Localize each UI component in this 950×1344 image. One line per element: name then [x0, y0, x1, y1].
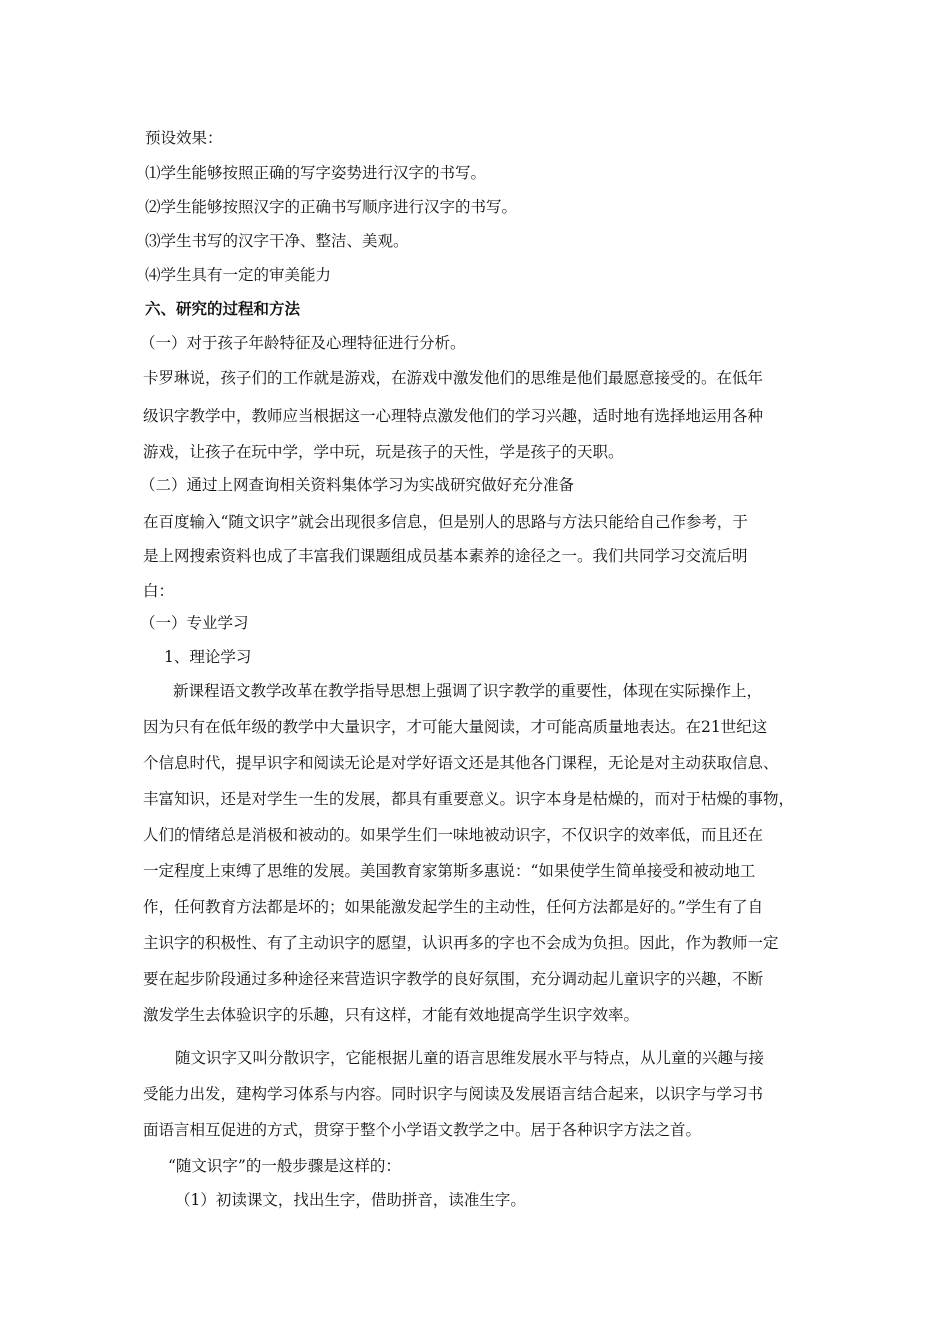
preset-effect-heading: 预设效果：: [145, 129, 223, 147]
step-item-1: （1）初读课文，找出生字，借助拼音，读准生字。: [175, 1191, 526, 1209]
paragraph-line: 卡罗琳说，孩子们的工作就是游戏，在游戏中激发他们的思维是他们最愿意接受的。在低年: [143, 369, 764, 387]
paragraph-line: 主识字的积极性、有了主动识字的愿望，认识再多的字也不会成为负担。因此，作为教师一定: [143, 934, 779, 952]
paragraph-line: 人们的情绪总是消极和被动的。如果学生们一味地被动识字，不仅识字的效率低，而且还在: [143, 826, 764, 844]
paragraph-line: 面语言相互促进的方式，贯穿于整个小学语文教学之中。居于各种识字方法之首。: [143, 1121, 702, 1139]
steps-intro: “随文识字”的一般步骤是这样的：: [168, 1157, 401, 1175]
paragraph-line: 游戏，让孩子在玩中学，学中玩，玩是孩子的天性，学是孩子的天职。: [143, 443, 624, 461]
paragraph-line: 个信息时代，提早识字和阅读无论是对学好语文还是其他各门课程，无论是对主动获取信息、: [143, 754, 779, 772]
paragraph-line: 要在起步阶段通过多种途径来营造识字教学的良好氛围，充分调动起儿童识字的兴趣，不断: [143, 970, 764, 988]
paragraph-line: 受能力出发，建构学习体系与内容。同时识字与阅读及发展语言结合起来，以识字与学习书: [143, 1085, 764, 1103]
subsection-heading-professional-study: （一）专业学习: [140, 614, 249, 632]
paragraph-line: 作，任何教育方法都是坏的；如果能激发起学生的主动性，任何方法都是好的。”学生有了自: [143, 898, 764, 916]
effect-item-1: ⑴学生能够按照正确的写字姿势进行汉字的书写。: [145, 164, 487, 182]
paragraph-line: 级识字教学中，教师应当根据这一心理特点激发他们的学习兴趣，适时地有选择地运用各种: [143, 407, 764, 425]
paragraph-line: 因为只有在低年级的教学中大量识字，才可能大量阅读，才可能高质量地表达。在21世纪这: [143, 718, 768, 736]
effect-item-3: ⑶学生书写的汉字干净、整洁、美观。: [145, 232, 409, 250]
item-heading-theory-study: 1、理论学习: [164, 648, 252, 666]
paragraph-line: 是上网搜索资料也成了丰富我们课题组成员基本素养的途径之一。我们共同学习交流后明: [143, 547, 748, 565]
paragraph-line: 白：: [143, 582, 175, 600]
paragraph-line: 在百度输入“随文识字”就会出现很多信息，但是别人的思路与方法只能给自己作参考，于: [143, 513, 748, 531]
section-heading-6: 六、研究的过程和方法: [145, 299, 301, 318]
paragraph-line: 随文识字又叫分散识字，它能根据儿童的语言思维发展水平与特点，从儿童的兴趣与接: [175, 1049, 765, 1067]
paragraph-line: 一定程度上束缚了思维的发展。美国教育家第斯多惠说：“如果使学生简单接受和被动地工: [143, 862, 756, 880]
effect-item-2: ⑵学生能够按照汉字的正确书写顺序进行汉字的书写。: [145, 198, 518, 216]
paragraph-line: 丰富知识，还是对学生一生的发展，都具有重要意义。识字本身是枯燥的，而对于枯燥的事物，: [143, 790, 795, 808]
paragraph-line: 激发学生去体验识字的乐趣，只有这样，才能有效地提高学生识字效率。: [143, 1006, 640, 1024]
subsection-heading-1: （一）对于孩子年龄特征及心理特征进行分析。: [140, 334, 466, 352]
effect-item-4: ⑷学生具有一定的审美能力: [145, 266, 332, 284]
paragraph-line: 新课程语文教学改革在教学指导思想上强调了识字教学的重要性，体现在实际操作上，: [173, 682, 763, 700]
subsection-heading-2: （二）通过上网查询相关资料集体学习为实战研究做好充分准备: [140, 476, 575, 494]
